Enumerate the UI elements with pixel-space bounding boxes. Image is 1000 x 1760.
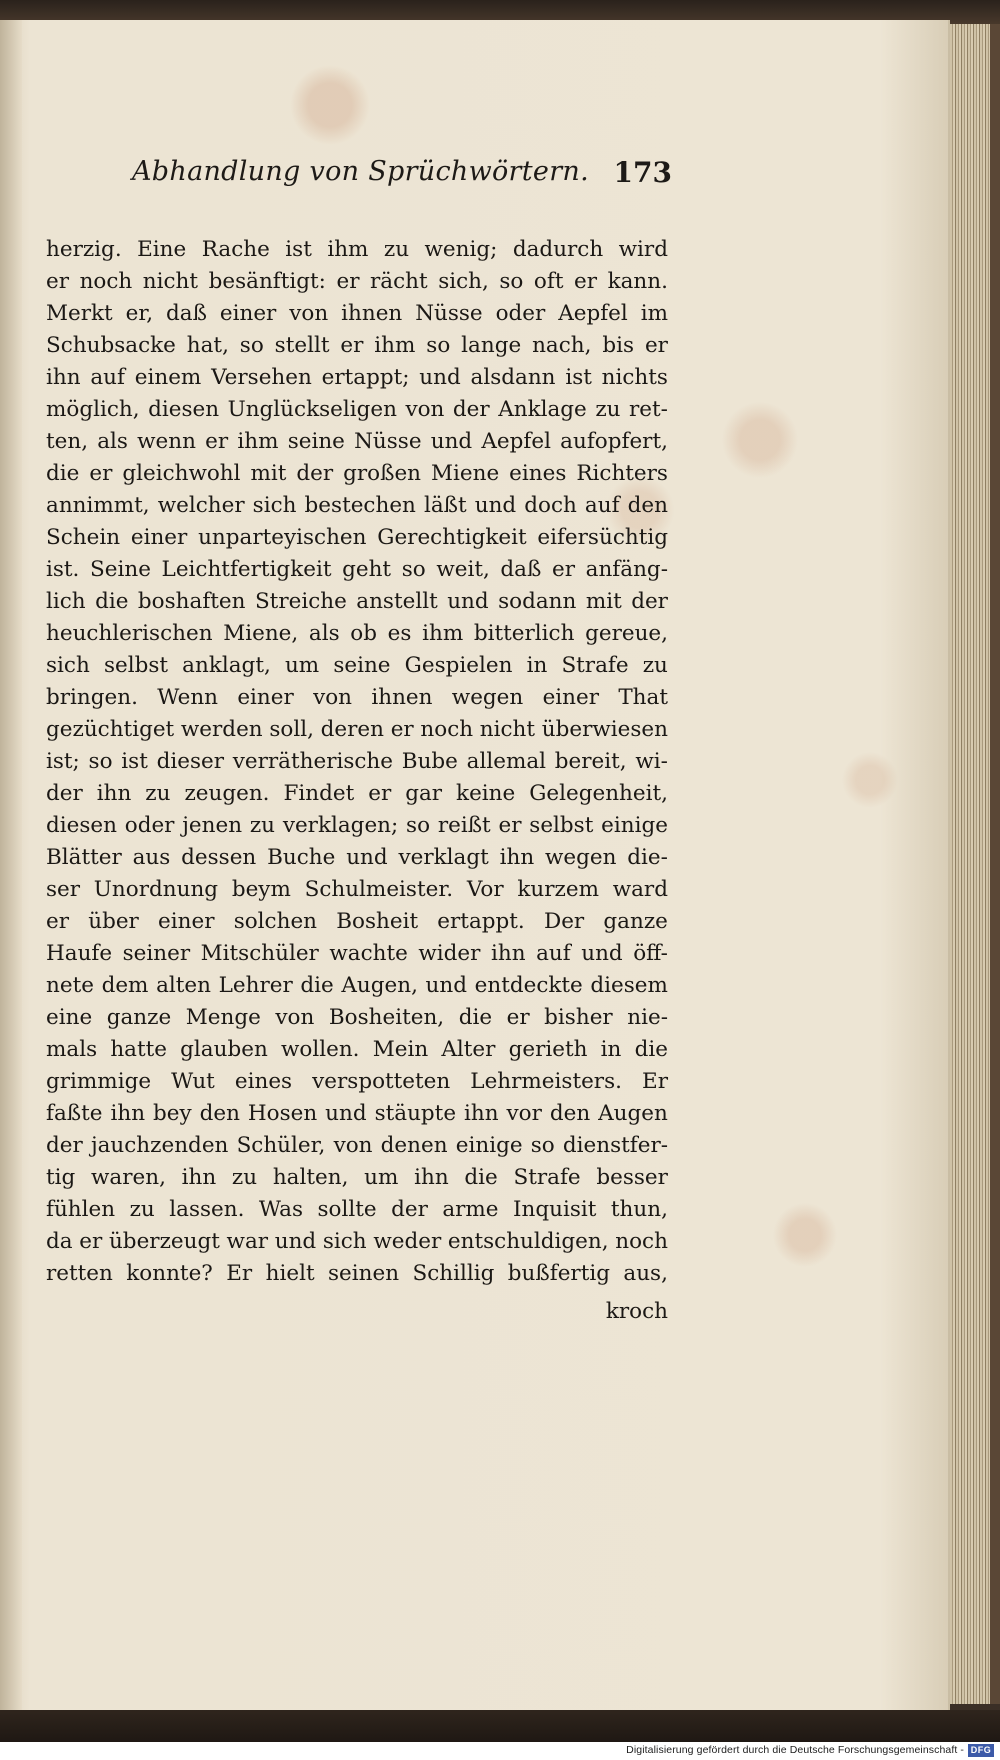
text-line: ist; so ist dieser verrätherische Bube allemal bereit, wi- bbox=[46, 749, 668, 774]
text-line: ist. Seine Leichtfertigkeit geht so weit, daß er anfäng- bbox=[46, 557, 668, 582]
text-line: Blätter aus dessen Buche und verklagt ihn wegen die- bbox=[46, 845, 668, 870]
text-line: Merkt er, daß einer von ihnen Nüsse oder Aepfel im bbox=[46, 301, 668, 326]
text-line: fühlen zu lassen. Was sollte der arme Inquisit thun, bbox=[46, 1197, 668, 1222]
page-gutter-shadow bbox=[0, 20, 22, 1710]
dfg-logo: DFG bbox=[968, 1744, 994, 1757]
text-line: mals hatte glauben wollen. Mein Alter gerieth in die bbox=[46, 1037, 668, 1062]
text-line: herzig. Eine Rache ist ihm zu wenig; dadurch wird bbox=[46, 237, 668, 262]
text-line: lich die boshaften Streiche anstellt und sodann mit der bbox=[46, 589, 668, 614]
text-line: Schubsacke hat, so stellt er ihm so lange nach, bis er bbox=[46, 333, 668, 358]
text-line: möglich, diesen Unglückseligen von der Anklage zu ret- bbox=[46, 397, 668, 422]
scan-background-bottom bbox=[0, 1710, 1000, 1742]
page-header bbox=[132, 152, 672, 196]
running-title: Abhandlung von Sprüchwörtern. bbox=[132, 156, 589, 187]
text-line: der ihn zu zeugen. Findet er gar keine Gelegenheit, bbox=[46, 781, 668, 806]
page-number: 173 bbox=[613, 156, 672, 189]
text-line: sich selbst anklagt, um seine Gespielen in Strafe zu bbox=[46, 653, 668, 678]
text-line: heuchlerischen Miene, als ob es ihm bitterlich gereue, bbox=[46, 621, 668, 646]
catchword: kroch bbox=[605, 1299, 668, 1324]
footer-credit: Digitalisierung gefördert durch die Deutsche Forschungsgemeinschaft - bbox=[626, 1744, 964, 1756]
text-line: faßte ihn bey den Hosen und stäupte ihn vor den Augen bbox=[46, 1101, 668, 1126]
text-line: eine ganze Menge von Bosheiten, die er bisher nie- bbox=[46, 1005, 668, 1030]
book-cover-edge bbox=[990, 24, 1000, 1704]
text-line: grimmige Wut eines verspotteten Lehrmeisters. Er bbox=[46, 1069, 668, 1094]
text-line: bringen. Wenn einer von ihnen wegen einer That bbox=[46, 685, 668, 710]
text-line: ten, als wenn er ihm seine Nüsse und Aepfel aufopfert, bbox=[46, 429, 668, 454]
text-line: Schein einer unparteyischen Gerechtigkeit eifersüchtig bbox=[46, 525, 668, 550]
text-line: nete dem alten Lehrer die Augen, und entdeckte diesem bbox=[46, 973, 668, 998]
text-line: da er überzeugt war und sich weder entschuldigen, noch bbox=[46, 1229, 668, 1254]
text-line: tig waren, ihn zu halten, um ihn die Strafe besser bbox=[46, 1165, 668, 1190]
text-line: Haufe seiner Mitschüler wachte wider ihn auf und öff- bbox=[46, 941, 668, 966]
text-line: er noch nicht besänftigt: er rächt sich, so oft er kann. bbox=[46, 269, 668, 294]
text-line: gezüchtiget werden soll, deren er noch nicht überwiesen bbox=[46, 717, 668, 742]
text-line: ser Unordnung beym Schulmeister. Vor kurzem ward bbox=[46, 877, 668, 902]
body-text bbox=[46, 234, 668, 1290]
text-line: ihn auf einem Versehen ertappt; und alsdann ist nichts bbox=[46, 365, 668, 390]
text-line: diesen oder jenen zu verklagen; so reißt er selbst einige bbox=[46, 813, 668, 838]
text-line: die er gleichwohl mit der großen Miene eines Richters bbox=[46, 461, 668, 486]
text-line: er über einer solchen Bosheit ertappt. Der ganze bbox=[46, 909, 668, 934]
text-line: annimmt, welcher sich bestechen läßt und doch auf den bbox=[46, 493, 668, 518]
text-line: retten konnte? Er hielt seinen Schillig bußfertig aus, bbox=[46, 1261, 668, 1286]
text-line: der jauchzenden Schüler, von denen einige so dienstfer- bbox=[46, 1133, 668, 1158]
